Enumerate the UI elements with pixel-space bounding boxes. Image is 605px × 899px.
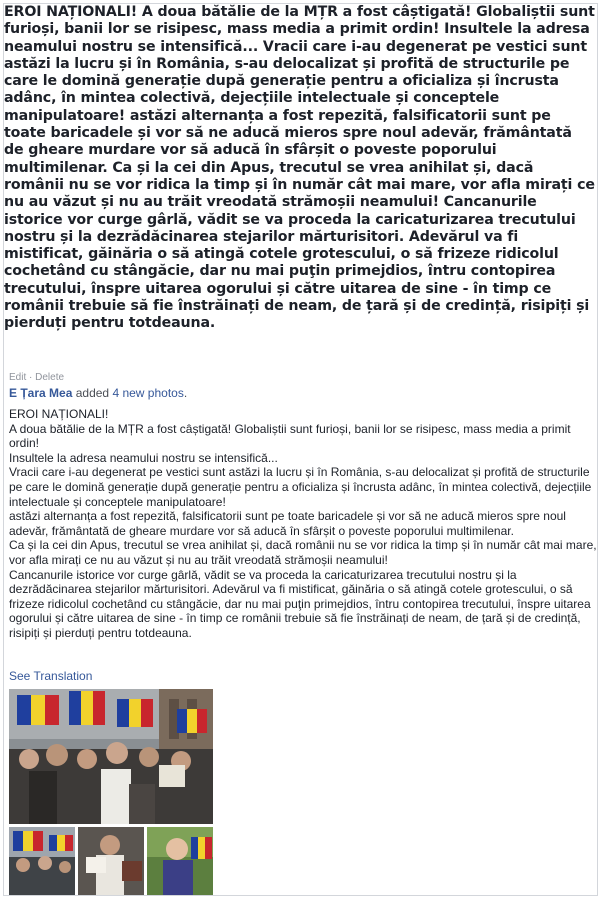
- post-photo-thumb-3[interactable]: [147, 827, 213, 895]
- meta-separator: ·: [29, 372, 33, 383]
- post-photo-thumb-2[interactable]: [78, 827, 144, 895]
- photo-crowd-flags: [9, 827, 75, 895]
- post-meta-actions: [9, 372, 64, 383]
- post-action-text: added: [75, 386, 110, 400]
- post-action-end: .: [183, 386, 188, 400]
- see-translation-link[interactable]: See Translation: [9, 669, 93, 683]
- post-text-line: Insultele la adresa neamului nostru se intensifică...: [9, 450, 278, 465]
- post-text-line: A doua bătălie de la MȚR a fost câștigată! Globaliștii sunt furioși, banii lor se risipesc, mass media a primit ordin!: [9, 421, 571, 451]
- photo-man-with-sign: [78, 827, 144, 895]
- photo-child-with-flag: [147, 827, 213, 895]
- post-author-line: [9, 386, 187, 400]
- post-text-line: astăzi alternanța a fost repezită, falsificatorii sunt pe toate baricadele și vor să ne aducă mieros spre noul adevăr, frământată de gheare murdare vor să aducă în sfârșit o poveste poporului multimilenar.: [9, 509, 566, 538]
- delete-link[interactable]: Delete: [35, 372, 65, 383]
- post-text-line: Ca și la cei din Apus, trecutul se vrea anihilat și, dacă românii nu se vor ridica la timp și în număr cât mai mare, vor afla mirați ce nu au văzut și nu au trăit vreodată strămoșii neamului!: [9, 538, 597, 567]
- post-text-line: EROI NAȚIONALI!: [9, 407, 109, 421]
- edit-link[interactable]: Edit: [9, 372, 27, 383]
- author-name-link[interactable]: E Țara Mea: [9, 386, 73, 400]
- post-bold-text: EROI NAȚIONALI! A doua bătălie de la MȚR a fost câștigată! Globaliștii sunt furioși, banii lor se risipesc, mass media a primit ordin! Insultele la adresa neamului nostru se intensifică... Vracii care i-au degenerat pe vestici sunt astăzi la lucru și în România, s-au delocalizat și profită de structurile pe care le domină generație după generație pentru a oficializa și încrusta adânc, în mintea colectivă, dejecțiile intelectuale și conceptele manipulatoare! astăzi alternanța a fost repezită, falsificatorii sunt pe toate baricadele și vor să ne aducă mieros spre noul adevăr, frământată de gheare murdare vor să aducă în sfârșit o poveste poporului multimilenar. Ca și la cei din Apus, trecutul se vrea anihilat și, dacă românii nu se vor ridica la timp și în număr cât mai mare, vor afla mirați ce nu au văzut și nu au trăit vreodată strămoșii neamului! Cancanurile istorice vor curge gârlă, vădit se va proceda la caricaturizarea trecutului nostru și la dezrădăcinarea stejarilor mărturisitori. Adevărul va fi mistificat, găinăria o să atingă cotele grotescului, o să frizeze ridicolul cochetând cu stângăcie, dar nu mai puţin primejdios, întru contopirea trecutului, înspre uitarea ogorului și către uitarea de sine - în timp ce românii trebuie să fie înstrăinați de neam, de țară și de credință, risipiți și pierduți pentru totdeauna.: [4, 4, 595, 332]
- post-text: [9, 407, 599, 641]
- post-photo-thumb-1[interactable]: [9, 827, 75, 895]
- new-photos-link[interactable]: 4 new photos: [112, 386, 184, 400]
- post-photo-main[interactable]: [9, 689, 213, 824]
- photo-protest-flags: [9, 689, 213, 824]
- post-text-line: Cancanurile istorice vor curge gârlă, vădit se va proceda la caricaturizarea trecutului nostru și la dezrădăcinarea stejarilor mărturisitori. Adevărul va fi mistificat, găinăria o să atingă cotele grotescului, o să frizeze ridicolul cochetând cu stângăcie, dar nu mai puţin primejdios, întru contopirea trecutului, înspre uitarea ogorului și către uitarea de sine - în timp ce românii trebuie să fie înstrăinați de neam, de țară și de credință, risipiți și pierduți pentru totdeauna.: [9, 567, 591, 640]
- post-text-line: Vracii care i-au degenerat pe vestici sunt astăzi la lucru și în România, s-au delocalizat și profită de structurile pe care le domină generație după generație pentru a oficializa și încrusta adânc, în mintea colectivă, dejecțiile intelectuale și conceptele manipulatoare!: [9, 465, 592, 509]
